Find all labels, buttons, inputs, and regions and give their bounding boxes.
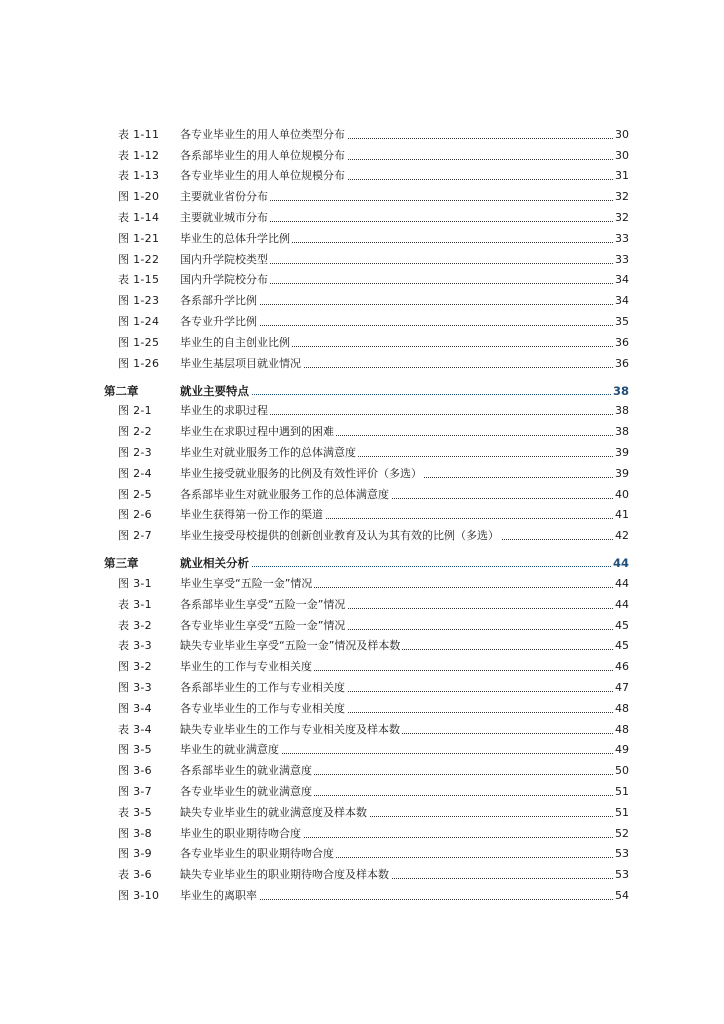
toc-entry-label: 表 1-13 bbox=[118, 169, 160, 183]
toc-chapter-2[interactable] bbox=[0, 373, 724, 400]
toc-entry[interactable] bbox=[0, 614, 724, 635]
toc-entry-page: 41 bbox=[615, 508, 629, 522]
toc-entry[interactable] bbox=[0, 483, 724, 504]
toc-entry-title: 各专业毕业生的用人单位规模分布 bbox=[180, 169, 345, 183]
toc-entry-title: 各专业升学比例 bbox=[180, 314, 257, 328]
toc-entry-page: 39 bbox=[615, 445, 629, 459]
toc-entry-title: 缺失专业毕业生的就业满意度及样本数 bbox=[180, 805, 367, 819]
toc-entry-title: 毕业生的就业满意度 bbox=[180, 743, 279, 757]
toc-entry-page: 36 bbox=[615, 335, 629, 349]
toc-entry-label: 图 2-6 bbox=[118, 508, 152, 522]
toc-entry-label: 表 1-14 bbox=[118, 210, 160, 224]
toc-entry-title: 毕业生接受就业服务的比例及有效性评价（多选） bbox=[180, 466, 422, 480]
toc-entry-label: 图 3-3 bbox=[118, 680, 152, 694]
toc-entry[interactable] bbox=[0, 863, 724, 884]
toc-entry[interactable] bbox=[0, 884, 724, 905]
toc-entry-page: 46 bbox=[615, 660, 629, 674]
toc-entry[interactable] bbox=[0, 420, 724, 441]
toc-entry[interactable] bbox=[0, 185, 724, 206]
toc-entry-label: 图 3-2 bbox=[118, 660, 152, 674]
toc-entry-label: 图 3-9 bbox=[118, 847, 152, 861]
toc-entry-label: 图 3-8 bbox=[118, 826, 152, 840]
toc-entry-label: 图 3-4 bbox=[118, 701, 152, 715]
toc-entry[interactable] bbox=[0, 144, 724, 165]
toc-entry-title: 各专业毕业生的职业期待吻合度 bbox=[180, 847, 334, 861]
toc-entry-label: 图 1-22 bbox=[118, 252, 160, 266]
toc-entry-label: 图 2-2 bbox=[118, 425, 152, 439]
toc-entry-page: 34 bbox=[615, 294, 629, 308]
toc-entry[interactable] bbox=[0, 269, 724, 290]
toc-entry-page: 45 bbox=[615, 618, 629, 632]
toc-entry-page: 50 bbox=[615, 764, 629, 778]
toc-chapter-3[interactable] bbox=[0, 545, 724, 572]
toc-entry-page: 47 bbox=[615, 680, 629, 694]
toc-entry-page: 51 bbox=[615, 784, 629, 798]
toc-entry-label: 图 2-4 bbox=[118, 466, 152, 480]
toc-entry-title: 各系部毕业生的用人单位规模分布 bbox=[180, 148, 345, 162]
toc-entry-title: 毕业生的工作与专业相关度 bbox=[180, 660, 312, 674]
toc-entry-label: 图 2-5 bbox=[118, 487, 152, 501]
toc-entry-page: 48 bbox=[615, 722, 629, 736]
toc-entry[interactable] bbox=[0, 780, 724, 801]
toc-entry[interactable] bbox=[0, 759, 724, 780]
chapter-title: 就业主要特点 bbox=[180, 383, 249, 398]
toc-entry[interactable] bbox=[0, 572, 724, 593]
toc-entry[interactable] bbox=[0, 697, 724, 718]
toc-entry[interactable] bbox=[0, 206, 724, 227]
toc-entry-page: 45 bbox=[615, 639, 629, 653]
toc-entry[interactable] bbox=[0, 593, 724, 614]
toc-entry-label: 表 3-4 bbox=[118, 722, 152, 736]
toc-entry-page: 34 bbox=[615, 273, 629, 287]
toc-entry-label: 表 3-2 bbox=[118, 618, 152, 632]
toc-entry[interactable] bbox=[0, 310, 724, 331]
toc-entry-title: 毕业生的离职率 bbox=[180, 888, 257, 902]
table-of-contents bbox=[0, 123, 724, 905]
toc-entry-page: 38 bbox=[615, 425, 629, 439]
toc-entry-label: 图 2-3 bbox=[118, 445, 152, 459]
toc-entry[interactable] bbox=[0, 165, 724, 186]
toc-entry-page: 30 bbox=[615, 127, 629, 141]
toc-entry-page: 40 bbox=[615, 487, 629, 501]
toc-entry-title: 缺失专业毕业生的工作与专业相关度及样本数 bbox=[180, 722, 400, 736]
toc-entry-page: 52 bbox=[615, 826, 629, 840]
toc-entry-label: 图 1-21 bbox=[118, 231, 160, 245]
toc-entry-title: 毕业生对就业服务工作的总体满意度 bbox=[180, 445, 356, 459]
chapter-title: 就业相关分析 bbox=[180, 556, 249, 571]
toc-entry-label: 表 1-11 bbox=[118, 127, 160, 141]
toc-entry-page: 32 bbox=[615, 190, 629, 204]
toc-entry-title: 各专业毕业生的用人单位类型分布 bbox=[180, 127, 345, 141]
toc-entry-label: 图 3-10 bbox=[118, 888, 160, 902]
toc-entry-page: 44 bbox=[615, 576, 629, 590]
toc-entry-label: 图 2-1 bbox=[118, 404, 152, 418]
toc-entry[interactable] bbox=[0, 822, 724, 843]
chapter-label: 第三章 bbox=[104, 556, 139, 571]
toc-entry[interactable] bbox=[0, 248, 724, 269]
toc-entry-page: 44 bbox=[615, 597, 629, 611]
toc-entry-label: 表 3-1 bbox=[118, 597, 152, 611]
toc-entry-label: 图 1-23 bbox=[118, 294, 160, 308]
chapter-page: 44 bbox=[612, 556, 629, 571]
toc-entry[interactable] bbox=[0, 843, 724, 864]
toc-entry-title: 毕业生获得第一份工作的渠道 bbox=[180, 508, 323, 522]
toc-entry-title: 各专业毕业生享受“五险一金”情况 bbox=[180, 618, 346, 632]
toc-entry[interactable] bbox=[0, 504, 724, 525]
toc-entry-title: 各系部升学比例 bbox=[180, 294, 257, 308]
toc-entry-page: 53 bbox=[615, 868, 629, 882]
toc-entry-page: 31 bbox=[615, 169, 629, 183]
toc-entry-title: 各专业毕业生的工作与专业相关度 bbox=[180, 701, 345, 715]
toc-entry-title: 毕业生的自主创业比例 bbox=[180, 335, 290, 349]
toc-entry[interactable] bbox=[0, 676, 724, 697]
toc-entry-page: 33 bbox=[615, 231, 629, 245]
toc-entry[interactable] bbox=[0, 462, 724, 483]
toc-entry[interactable] bbox=[0, 655, 724, 676]
toc-entry-label: 图 1-25 bbox=[118, 335, 160, 349]
toc-entry-title: 缺失专业毕业生的职业期待吻合度及样本数 bbox=[180, 868, 389, 882]
toc-entry-title: 各专业毕业生的就业满意度 bbox=[180, 784, 312, 798]
toc-entry-title: 毕业生享受“五险一金”情况 bbox=[180, 576, 313, 590]
toc-entry-page: 30 bbox=[615, 148, 629, 162]
toc-entry-title: 毕业生在求职过程中遇到的困难 bbox=[180, 425, 334, 439]
toc-entry[interactable] bbox=[0, 289, 724, 310]
toc-entry[interactable] bbox=[0, 739, 724, 760]
toc-entry[interactable] bbox=[0, 400, 724, 421]
toc-entry-page: 48 bbox=[615, 701, 629, 715]
toc-entry[interactable] bbox=[0, 718, 724, 739]
chapter-label: 第二章 bbox=[104, 383, 139, 398]
toc-entry-title: 国内升学院校分布 bbox=[180, 273, 268, 287]
toc-entry-label: 表 1-12 bbox=[118, 148, 160, 162]
toc-entry-label: 表 1-15 bbox=[118, 273, 160, 287]
toc-entry-title: 毕业生基层项目就业情况 bbox=[180, 356, 301, 370]
toc-entry[interactable] bbox=[0, 524, 724, 545]
toc-entry-page: 54 bbox=[615, 888, 629, 902]
toc-entry-label: 表 3-6 bbox=[118, 868, 152, 882]
toc-entry[interactable] bbox=[0, 331, 724, 352]
toc-entry[interactable] bbox=[0, 123, 724, 144]
toc-entry-title: 毕业生的求职过程 bbox=[180, 404, 268, 418]
toc-entry-title: 各系部毕业生享受“五险一金”情况 bbox=[180, 597, 346, 611]
toc-entry-label: 图 1-24 bbox=[118, 314, 160, 328]
toc-entry-title: 各系部毕业生对就业服务工作的总体满意度 bbox=[180, 487, 389, 501]
toc-entry[interactable] bbox=[0, 635, 724, 656]
toc-entry-label: 图 2-7 bbox=[118, 529, 152, 543]
toc-entry-page: 35 bbox=[615, 314, 629, 328]
toc-entry-label: 表 3-3 bbox=[118, 639, 152, 653]
toc-entry[interactable] bbox=[0, 227, 724, 248]
toc-entry-title: 主要就业省份分布 bbox=[180, 190, 268, 204]
toc-entry[interactable] bbox=[0, 801, 724, 822]
toc-entry-page: 38 bbox=[615, 404, 629, 418]
toc-entry-label: 图 3-5 bbox=[118, 743, 152, 757]
toc-entry-page: 49 bbox=[615, 743, 629, 757]
chapter-page: 38 bbox=[612, 383, 629, 398]
toc-entry-page: 53 bbox=[615, 847, 629, 861]
toc-entry-page: 51 bbox=[615, 805, 629, 819]
toc-entry-page: 33 bbox=[615, 252, 629, 266]
toc-entry-title: 毕业生接受母校提供的创新创业教育及认为其有效的比例（多选） bbox=[180, 529, 499, 543]
toc-entry-title: 毕业生的总体升学比例 bbox=[180, 231, 290, 245]
toc-entry-page: 42 bbox=[615, 529, 629, 543]
toc-entry-page: 32 bbox=[615, 210, 629, 224]
toc-entry-title: 国内升学院校类型 bbox=[180, 252, 268, 266]
toc-entry-label: 图 1-26 bbox=[118, 356, 160, 370]
toc-entry[interactable] bbox=[0, 352, 724, 373]
toc-entry[interactable] bbox=[0, 441, 724, 462]
toc-entry-title: 各系部毕业生的工作与专业相关度 bbox=[180, 680, 345, 694]
toc-entry-label: 图 1-20 bbox=[118, 190, 160, 204]
toc-entry-page: 36 bbox=[615, 356, 629, 370]
toc-entry-label: 图 3-6 bbox=[118, 764, 152, 778]
toc-entry-title: 毕业生的职业期待吻合度 bbox=[180, 826, 301, 840]
toc-entry-label: 图 3-7 bbox=[118, 784, 152, 798]
toc-entry-label: 图 3-1 bbox=[118, 576, 152, 590]
toc-entry-page: 39 bbox=[615, 466, 629, 480]
toc-entry-title: 缺失专业毕业生享受“五险一金”情况及样本数 bbox=[180, 639, 401, 653]
toc-entry-title: 主要就业城市分布 bbox=[180, 210, 268, 224]
toc-entry-title: 各系部毕业生的就业满意度 bbox=[180, 764, 312, 778]
toc-entry-label: 表 3-5 bbox=[118, 805, 152, 819]
